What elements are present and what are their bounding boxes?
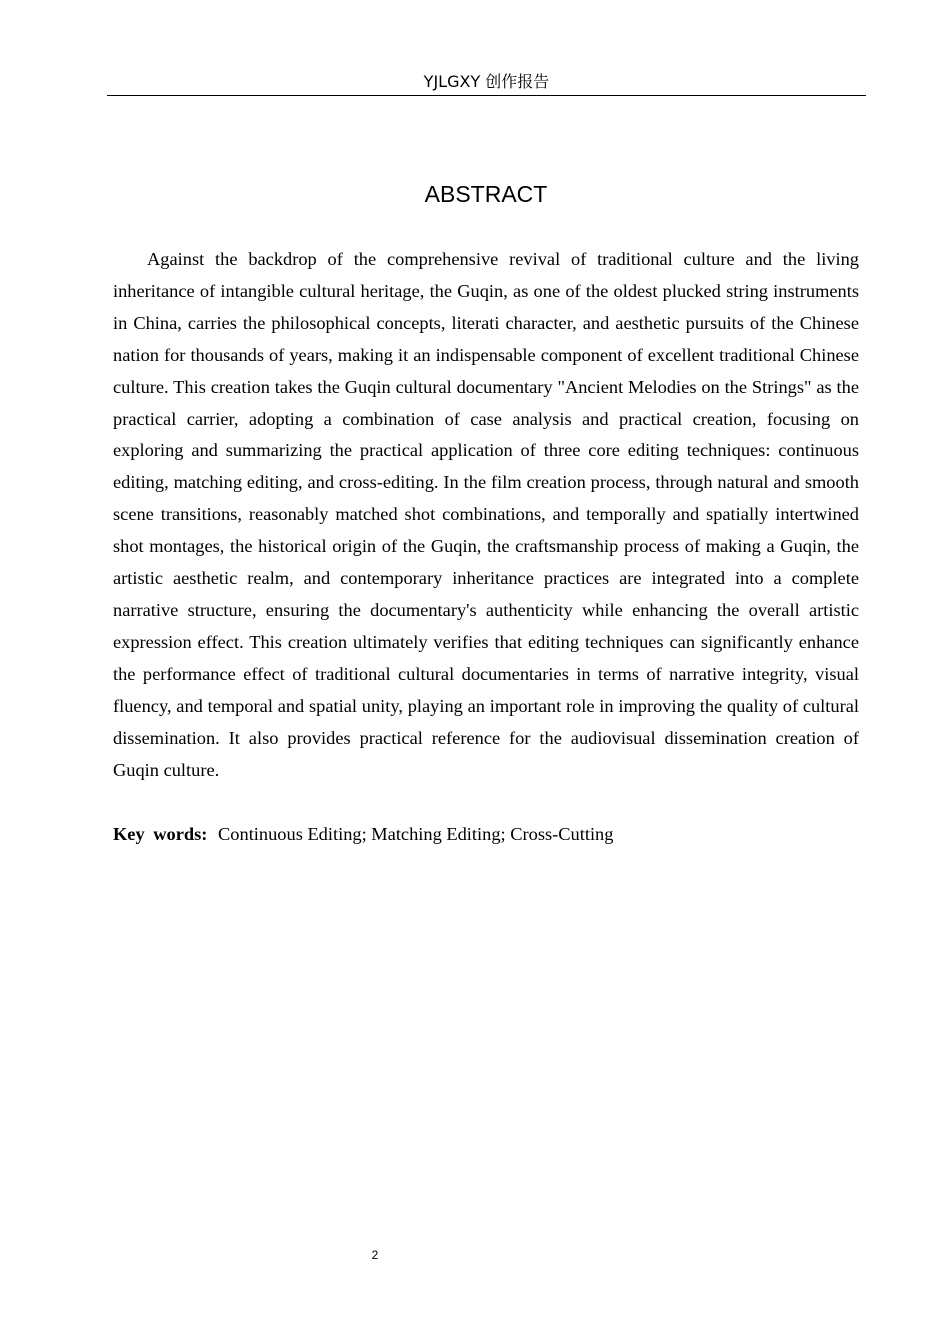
page-header [107, 70, 866, 96]
abstract-body: Against the backdrop of the comprehensive revival of traditional culture and the living inheritance of intangible cultural heritage, the Guqin, as one of the oldest plucked string instruments in China, carries the philosophical concepts, literati character, and aesthetic pursuits of the Chinese nation for thousands of years, making it an indispensable component of excellent traditional Chinese culture. This creation takes the Guqin cultural documentary "Ancient Melodies on the Strings" as the practical carrier, adopting a combination of case analysis and practical creation, focusing on exploring and summarizing the practical application of three core editing techniques: continuous editing, matching editing, and cross-editing. In the film creation process, through natural and smooth scene transitions, reasonably matched shot combinations, and temporally and spatially intertwined shot montages, the historical origin of the Guqin, the craftsmanship process of making a Guqin, the artistic aesthetic realm, and contemporary inheritance practices are integrated into a complete narrative structure, ensuring the documentary's authenticity while enhancing the overall artistic expression effect. This creation ultimately verifies that editing techniques can significantly enhance the performance effect of traditional cultural documentaries in terms of narrative integrity, visual fluency, and temporal and spatial unity, playing an important role in improving the quality of cultural dissemination. It also provides practical reference for the audiovisual dissemination creation of Guqin culture. [113, 249, 859, 780]
page-number: 2 [371, 1248, 379, 1262]
header-text: YJLGXY 创作报告 [423, 72, 550, 91]
keywords-line [113, 819, 859, 851]
keywords-label: Key words: [113, 824, 208, 844]
abstract-title: ABSTRACT [424, 181, 548, 207]
keywords-text: Continuous Editing; Matching Editing; Cross-Cutting [218, 824, 614, 844]
